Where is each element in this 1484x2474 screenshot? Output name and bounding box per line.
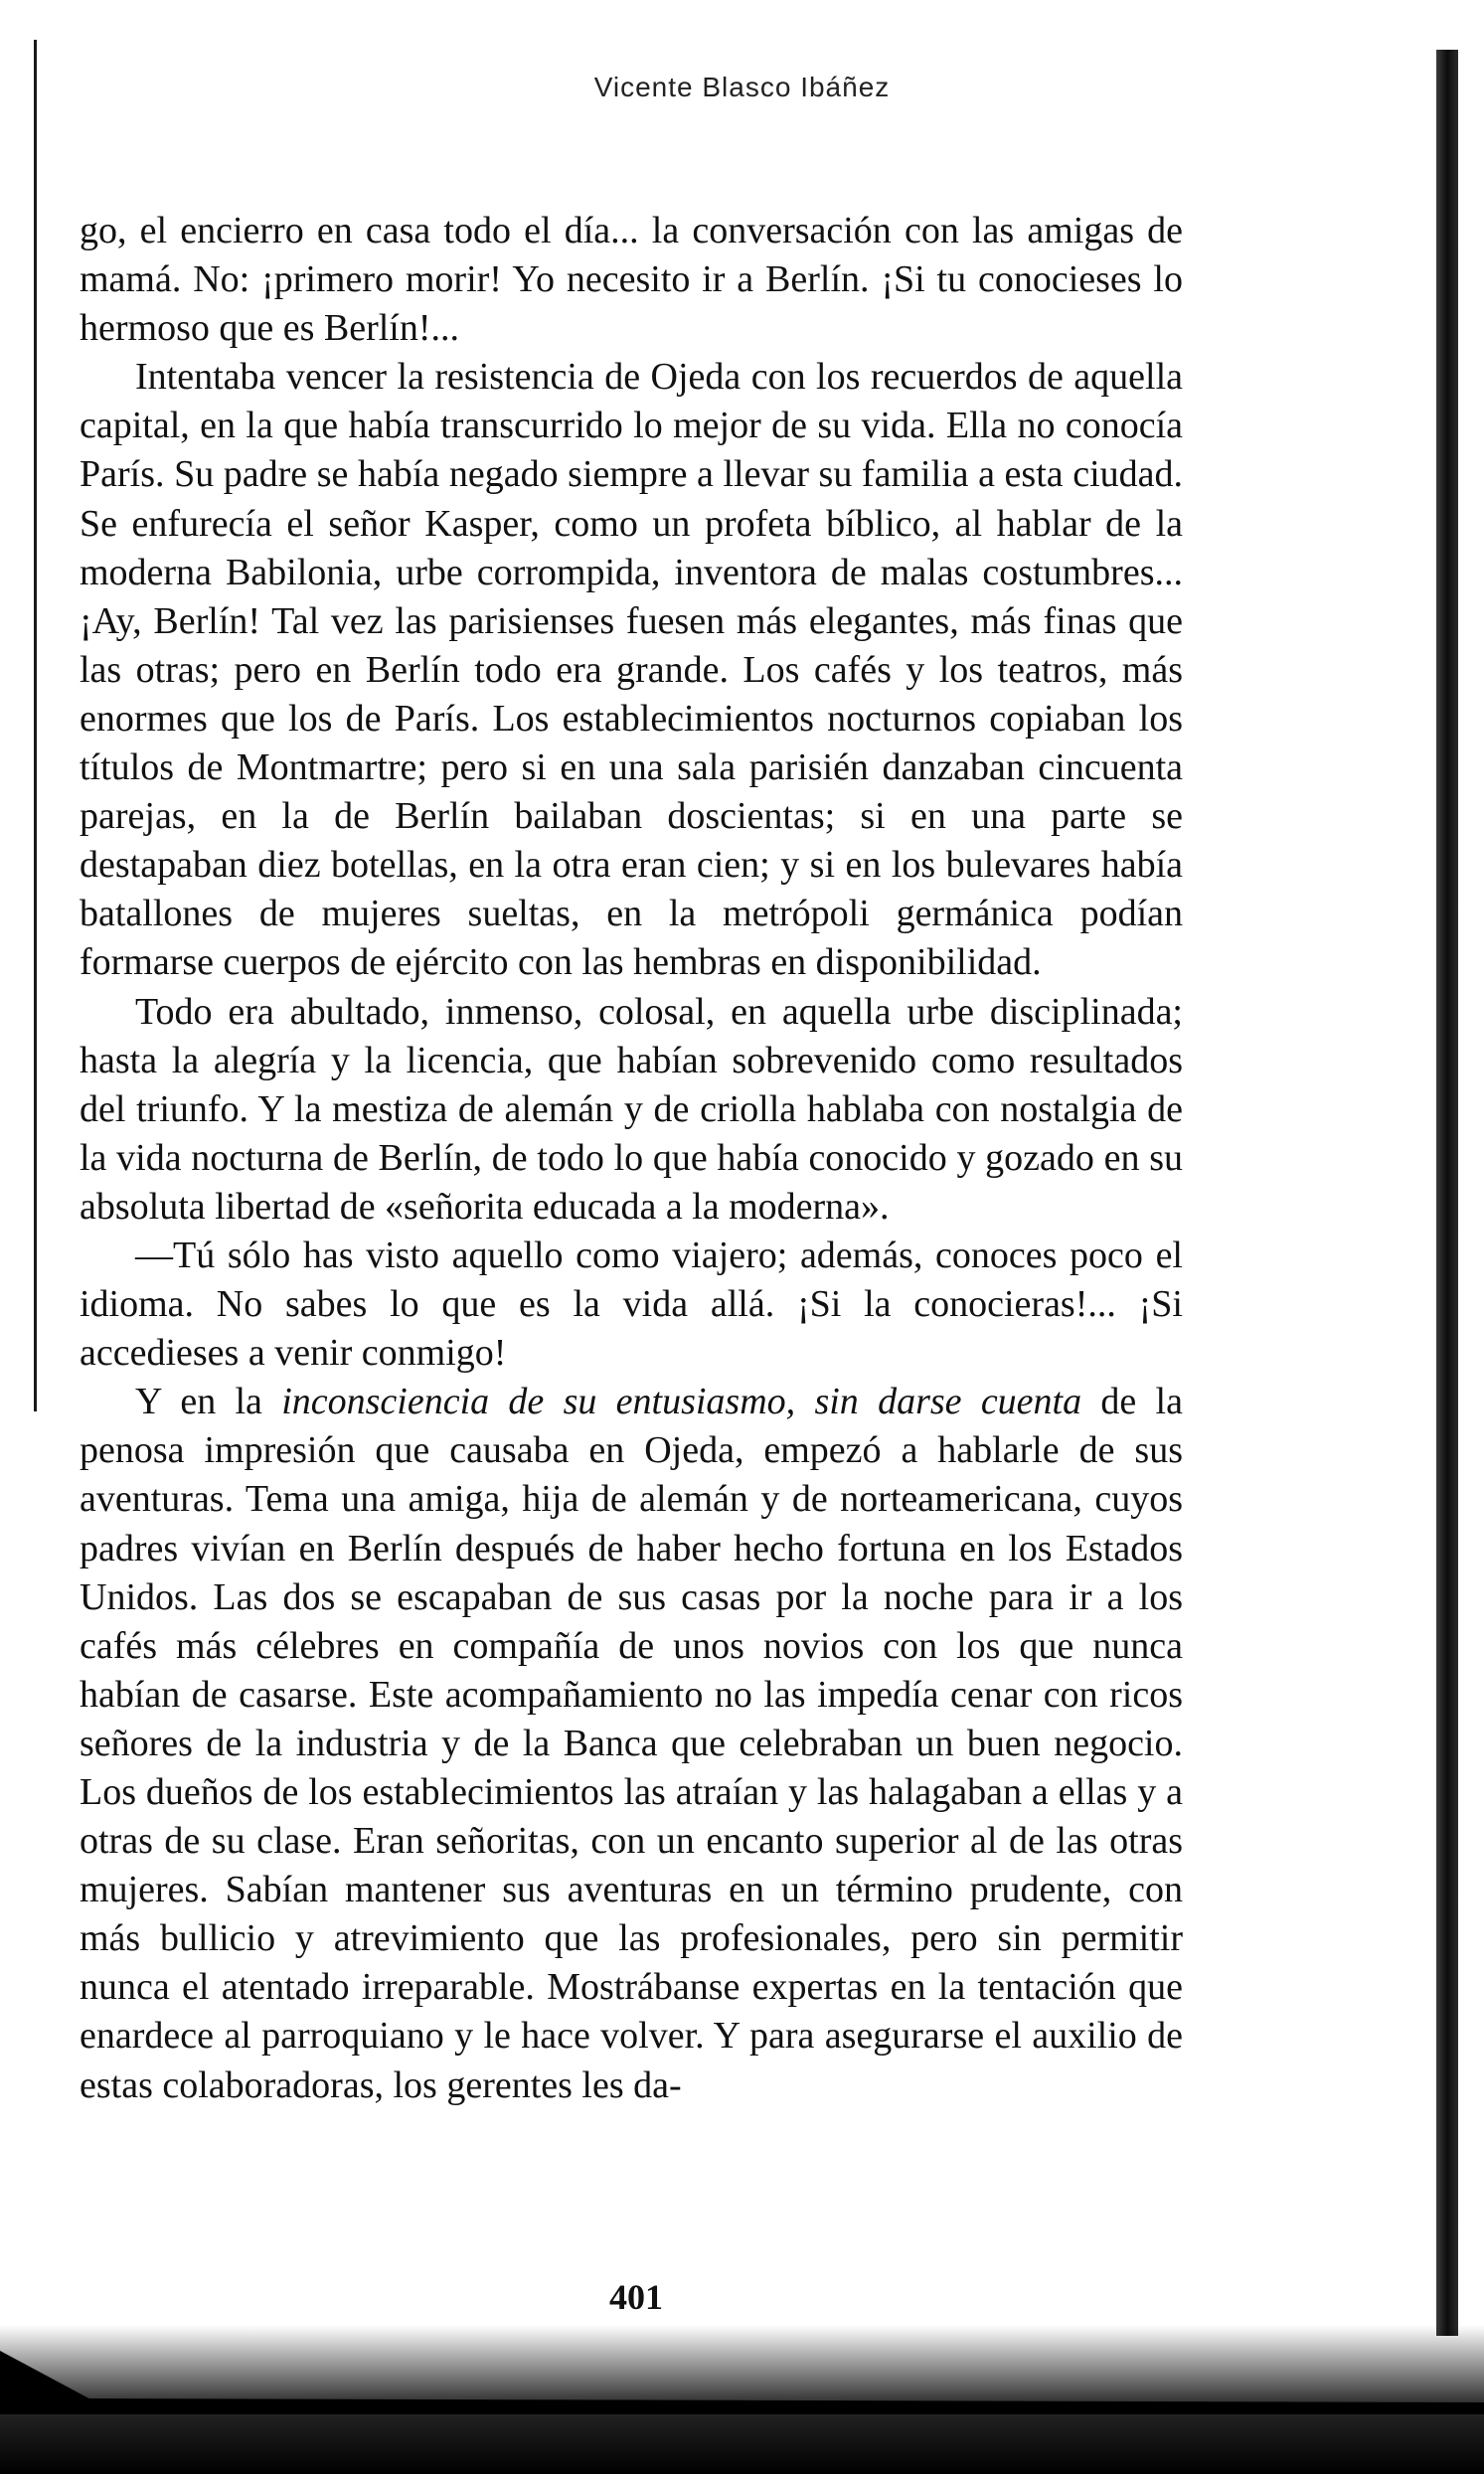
paragraph-1: go, el encierro en casa todo el día... la conversación con las amigas de mamá. No: ¡primero morir! Yo necesito ir a Berlín. ¡Si tu conocieses lo hermoso que es Berlín!... <box>80 210 1183 350</box>
scan-edge-right <box>1436 50 1458 2336</box>
paragraph-5 <box>80 1378 1183 2109</box>
scan-edge-left <box>34 40 37 1411</box>
paragraph-4: —Tú sólo has visto aquello como viajero; además, conoces poco el idioma. No sabes lo que es la vida allá. ¡Si la conocieras!... ¡Si accedieses a venir conmigo! <box>80 1234 1183 1375</box>
paragraph-5-start: Y en la <box>135 1381 282 1423</box>
paragraph-5-end: de la penosa impresión que causaba en Ojeda, empezó a hablarle de sus aventuras. Tema una amiga, hija de alemán y de norteamericana, cuyos padres vivían en Berlín después de haber hecho fortuna en los Estados Unidos. Las dos se escapaban de sus casas por la noche para ir a los cafés más célebres en compañía de unos novios con los que nunca habían de casarse. Este acompañamiento no las impedía cenar con ricos señores de la industria y de la Banca que celebraban un buen negocio. Los dueños de los establecimientos las atraían y las halagaban a ellas y a otras de su clase. Eran señoritas, con un encanto superior al de las otras mujeres. Sabían mantener sus aventuras en un término prudente, con más bullicio y atrevimiento que las profesionales, pero sin permitir nunca el atentado irreparable. Mostrábanse expertas en la tentación que enardece al parroquiano y le hace volver. Y para asegurarse el auxilio de estas colaboradoras, los gerentes les da- <box>80 1381 1183 2106</box>
paragraph-3: Todo era abultado, inmenso, colosal, en aquella urbe disciplinada; hasta la alegría y la licencia, que habían sobrevenido como resultados del triunfo. Y la mestiza de alemán y de criolla hablaba con nostalgia de la vida nocturna de Berlín, de todo lo que había conocido y gozado en su absoluta libertad de «señorita educada a la moderna». <box>80 990 1183 1228</box>
paragraph-5-italic: inconsciencia de su entusiasmo, sin darse cuenta <box>281 1381 1082 1423</box>
body-text <box>80 207 1183 2110</box>
running-head: Vicente Blasco Ibáñez <box>593 72 891 102</box>
page-number: 401 <box>609 2277 663 2317</box>
paragraph-2: Intentaba vencer la resistencia de Ojeda con los recuerdos de aquella capital, en la que había transcurrido lo mejor de su vida. Ella no conocía París. Su padre se había negado siempre a llevar su familia a esta ciudad. Se enfurecía el señor Kasper, como un profeta bíblico, al hablar de la moderna Babilonia, urbe corrompida, inventora de malas costumbres... ¡Ay, Berlín! Tal vez las parisienses fuesen más elegantes, más finas que las otras; pero en Berlín todo era grande. Los cafés y los teatros, más enormes que los de París. Los establecimientos nocturnos copiaban los títulos de Montmartre; pero si en una sala parisién danzaban cincuenta parejas, en la de Berlín bailaban doscientas; si en una parte se destapaban diez botellas, en la otra eran cien; y si en los bulevares había batallones de mujeres sueltas, en la metrópoli germánica podían formarse cuerpos de ejército con las hembras en disponibilidad. <box>80 356 1183 984</box>
